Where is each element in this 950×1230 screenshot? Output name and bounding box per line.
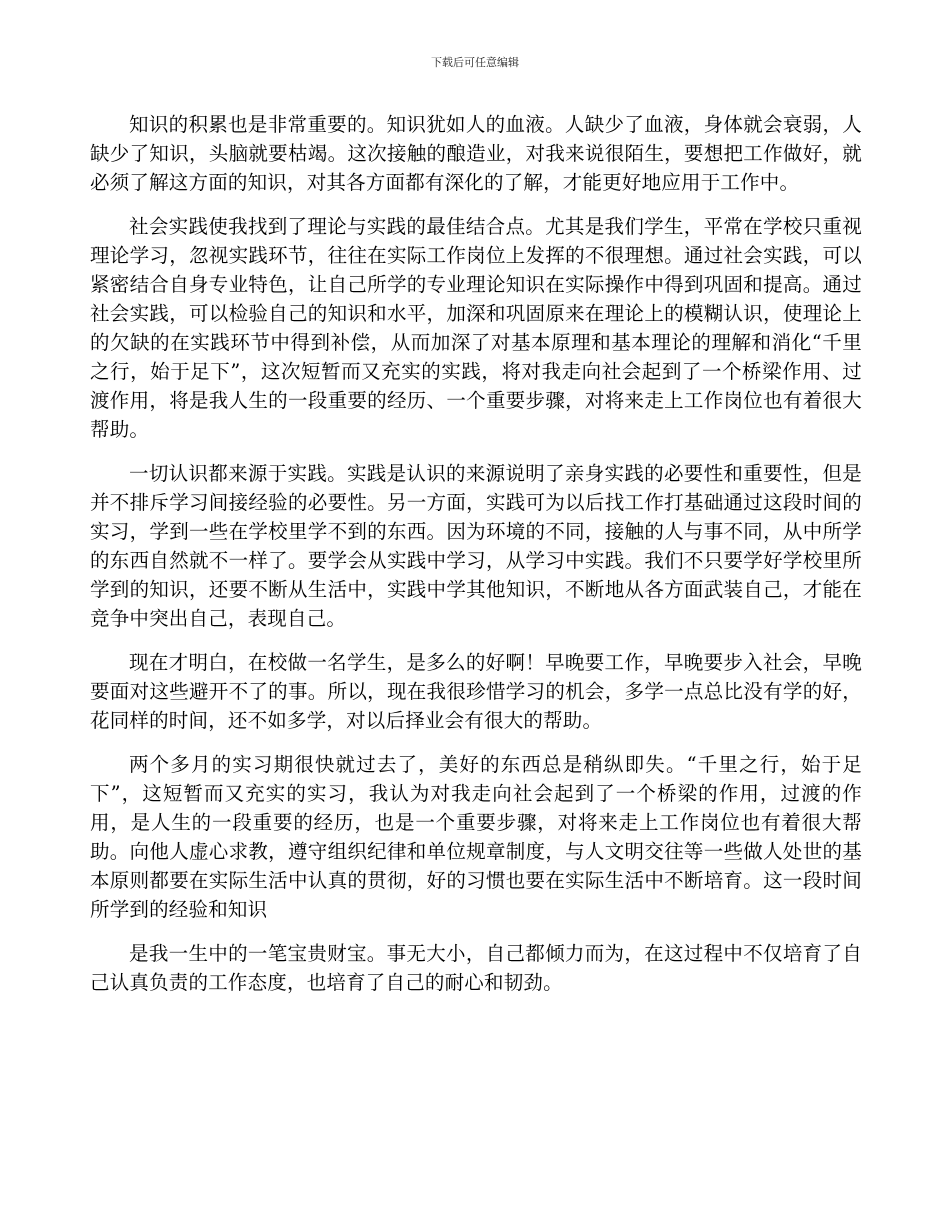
paragraph-2: 社会实践使我找到了理论与实践的最佳结合点。尤其是我们学生，平常在学校只重视理论学习，忽视实践环节，往往在实际工作岗位上发挥的不很理想。通过社会实践，可以紧密结合自身专业特色，让自己所学的专业理论知识在实际操作中得到巩固和提高。通过社会实践，可以检验自己的知识和水平，加深和巩固原来在理论上的模糊认识，使理论上的欠缺的在实践环节中得到补偿，从而加深了对基本原理和基本理论的理解和消化“千里之行，始于足下”，这次短暂而又充实的实践，将对我走向社会起到了一个桥梁作用、过渡作用，将是我人生的一段重要的经历、一个重要步骤，对将来走上工作岗位也有着很大帮助。: [90, 215, 862, 441]
paragraph-6: 是我一生中的一笔宝贵财宝。事无大小，自己都倾力而为，在这过程中不仅培育了自己认真负责的工作态度，也培育了自己的耐心和韧劲。: [90, 942, 862, 994]
paragraph-1: 知识的积累也是非常重要的。知识犹如人的血液。人缺少了血液，身体就会衰弱，人缺少了知识，头脑就要枯竭。这次接触的酿造业，对我来说很陌生，要想把工作做好，就必须了解这方面的知识，对其各方面都有深化的了解，才能更好地应用于工作中。: [90, 113, 862, 194]
document-body: [90, 110, 862, 1012]
paragraph-3: 一切认识都来源于实践。实践是认识的来源说明了亲身实践的必要性和重要性，但是并不排斥学习间接经验的必要性。另一方面，实践可为以后找工作打基础通过这段时间的实习，学到一些在学校里学不到的东西。因为环境的不同，接触的人与事不同，从中所学的东西自然就不一样了。要学会从实践中学习，从学习中实践。我们不只要学好学校里所学到的知识，还要不断从生活中，实践中学其他知识，不断地从各方面武装自己，才能在竞争中突出自己，表现自己。: [90, 462, 862, 630]
page-header: 下载后可任意编辑: [431, 56, 519, 69]
paragraph-4: 现在才明白，在校做一名学生，是多么的好啊！早晚要工作，早晚要步入社会，早晚要面对这些避开不了的事。所以，现在我很珍惜学习的机会，多学一点总比没有学的好，花同样的时间，还不如多学，对以后择业会有很大的帮助。: [90, 651, 862, 732]
paragraph-5: 两个多月的实习期很快就过去了，美好的东西总是稍纵即失。“千里之行，始于足下”，这短暂而又充实的实习，我认为对我走向社会起到了一个桥梁的作用，过渡的作用，是人生的一段重要的经历，也是一个重要步骤，对将来走上工作岗位也有着很大帮助。向他人虚心求教，遵守组织纪律和单位规章制度，与人文明交往等一些做人处世的基本原则都要在实际生活中认真的贯彻，好的习惯也要在实际生活中不断培育。这一段时间所学到的经验和知识: [90, 753, 862, 921]
